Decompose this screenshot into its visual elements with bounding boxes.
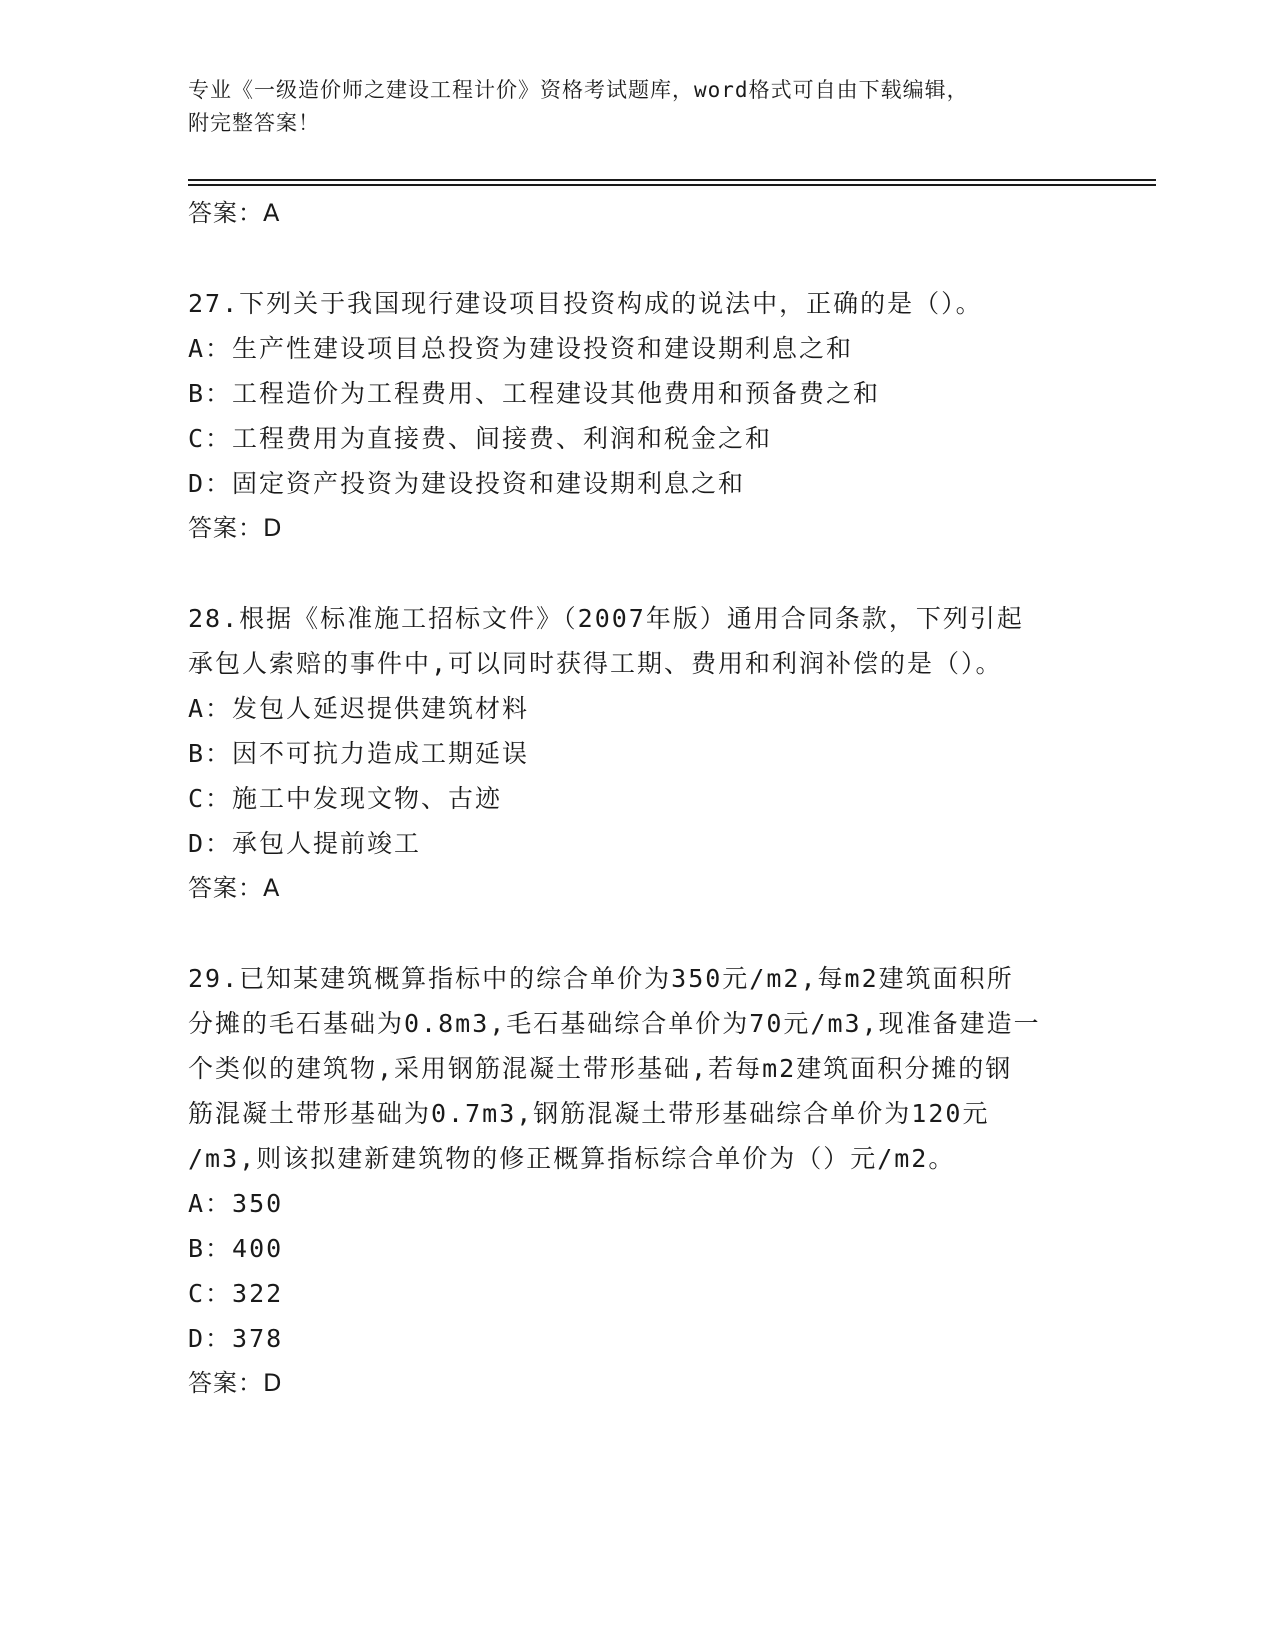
option-a: A：发包人延迟提供建筑材料 — [188, 694, 530, 723]
answer: 答案：D — [188, 1369, 283, 1397]
previous-answer: 答案：A — [188, 199, 281, 227]
header-divider-top — [188, 179, 1156, 181]
question-text: 分摊的毛石基础为0.8m3,毛石基础综合单价为70元/m3,现准备建造一 — [188, 1009, 1041, 1038]
question-text: /m3,则该拟建新建筑物的修正概算指标综合单价为（）元/m2。 — [188, 1144, 956, 1173]
question-29 — [188, 956, 1088, 1406]
question-27 — [188, 281, 1088, 551]
option-d: D：固定资产投资为建设投资和建设期利息之和 — [188, 469, 746, 498]
answer: 答案：D — [188, 514, 283, 542]
option-b: B：工程造价为工程费用、工程建设其他费用和预备费之和 — [188, 379, 881, 408]
header-divider-bottom — [188, 184, 1156, 186]
question-text: 承包人索赔的事件中,可以同时获得工期、费用和利润补偿的是（）。 — [188, 649, 1003, 678]
option-a: A：生产性建设项目总投资为建设投资和建设期利息之和 — [188, 334, 854, 363]
question-text: 筋混凝土带形基础为0.7m3,钢筋混凝土带形基础综合单价为120元 — [188, 1099, 990, 1128]
question-28 — [188, 596, 1088, 911]
option-c: C：工程费用为直接费、间接费、利润和税金之和 — [188, 424, 773, 453]
header-line-1: 专业《一级造价师之建设工程计价》资格考试题库，word格式可自由下载编辑， — [188, 78, 969, 102]
question-text: 29.已知某建筑概算指标中的综合单价为350元/m2,每m2建筑面积所 — [188, 964, 1014, 993]
question-text: 27.下列关于我国现行建设项目投资构成的说法中，正确的是（）。 — [188, 289, 983, 318]
option-d: D：378 — [188, 1324, 284, 1353]
option-a: A：350 — [188, 1189, 284, 1218]
answer: 答案：A — [188, 874, 281, 902]
option-b: B：因不可抗力造成工期延误 — [188, 739, 530, 768]
question-text: 28.根据《标准施工招标文件》（2007年版）通用合同条款，下列引起 — [188, 604, 1024, 633]
option-d: D：承包人提前竣工 — [188, 829, 422, 858]
question-list — [188, 191, 1088, 1406]
option-b: B：400 — [188, 1234, 284, 1263]
option-c: C：322 — [188, 1279, 284, 1308]
option-c: C：施工中发现文物、古迹 — [188, 784, 503, 813]
document-header — [188, 74, 1068, 140]
question-text: 个类似的建筑物,采用钢筋混凝土带形基础,若每m2建筑面积分摊的钢 — [188, 1054, 1013, 1083]
header-line-2: 附完整答案！ — [188, 111, 320, 135]
